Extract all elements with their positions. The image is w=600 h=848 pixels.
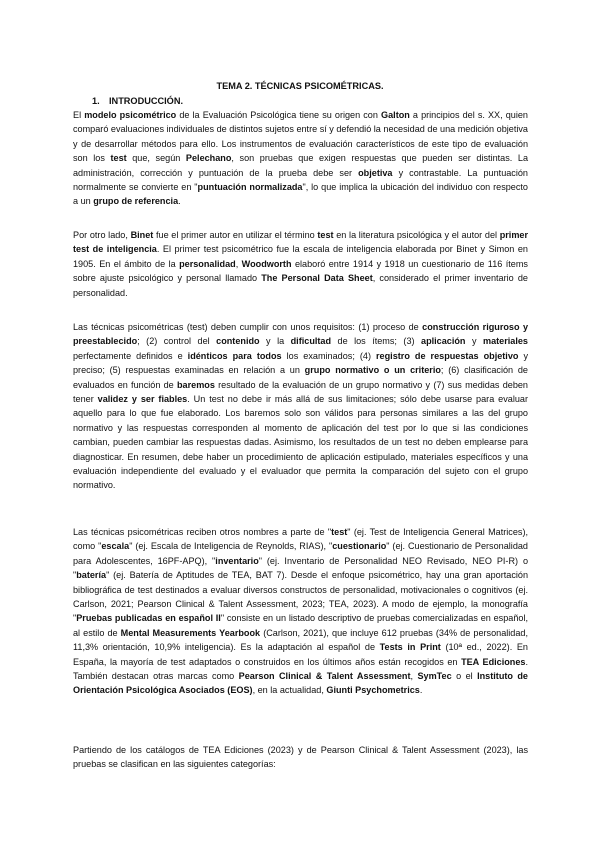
bold-term: Giunti Psychometrics (326, 685, 420, 696)
bold-term: materiales (482, 336, 528, 347)
bold-term: Pearson Clinical & Talent Assessment (238, 671, 411, 682)
bold-term: primer test de inteligencia (73, 230, 529, 255)
bold-term: validez y ser fiables (97, 394, 188, 405)
bold-term: dificultad (290, 336, 332, 347)
bold-term: registro de respuestas objetivo (376, 350, 519, 361)
paragraph-names: Las técnicas psicométricas reciben otros nombres a parte de "test" (ej. Test de Inteligencia General Matrices), como "escala" (ej. Escala de Inteligencia de Reynolds, RIAS), "cuestionario" (ej. Cuestionario de Personalidad para Adolescentes, 16PF-APQ), "inventario" (ej. Inventario de Personalidad NEO Revisado, NEO PI-R) o "batería" (ej. Batería de Aptitudes de TEA, BAT 7). Desde el enfoque psicométrico, hay una gran aportación bibliográfica de test destinados a evaluar diversos constructos de personalidad, motivacionales o cognitivos (ej. Carlson, 2021; Pearson Clinical & Talent Assessment, 2023; TEA, 2023). A modo de ejemplo, la monografía "Pruebas publicadas en español II" consiste en un listado descriptivo de pruebas comercializadas en español, al estilo de Mental Measurements Yearbook (Carlson, 2021), que incluye 612 pruebas (34% de personalidad, 11,3% orientación, 10,9% inteligencia). Es la adaptación al español de Tests in Print (10ª ed., 2022). En España, la mayoría de test adaptados o construidos en los últimos años están recogidos en TEA Ediciones. También destacan otras marcas como Pearson Clinical & Talent Assessment, SymTec o el Instituto de Orientación Psicológica Asociados (EOS), en la actualidad, Giunti Psychometrics. (73, 527, 529, 696)
paragraph-origin: El modelo psicométrico de la Evaluación Psicológica tiene su origen con Galton a principios del s. XX, quien comparó evaluaciones individuales de distintos sujetos entre sí y defendió la necesidad de una medición objetiva y de desarrollar métodos para ello. Los instrumentos de evaluación característicos de este tipo de evaluación son los test que, según Pelechano, son pruebas que exigen respuestas que pueden ser distintas. La administración, corrección y puntuación de la prueba debe ser objetiva y contrastable. La puntuación normalmente se convierte en "puntuación normalizada", lo que implica la ubicación del individuo con respecto a un grupo de referencia. (73, 110, 529, 207)
section-number: 1. (92, 96, 100, 106)
bold-term: Pruebas publicadas en español II (76, 613, 221, 624)
bold-term: Mental Measurements Yearbook (120, 627, 261, 638)
bold-term: The Personal Data Sheet (261, 273, 373, 284)
bold-term: SymTec (417, 671, 452, 682)
section-heading (92, 95, 183, 107)
bold-term: test (317, 230, 334, 240)
paragraph-binet: Por otro lado, Binet fue el primer autor en utilizar el término test en la literatura psicológica y el autor del primer test de inteligencia. El primer test psicométrico fue la escala de inteligencia elaborada por Binet y Simon en 1905. En el ámbito de la personalidad, Woodworth elaboró entre 1914 y 1918 un cuestionario de 116 ítems sobre ajuste psicológico y personal llamado The Personal Data Sheet, considerado el primer inventario de personalidad. (73, 230, 529, 298)
bold-term: cuestionario (332, 541, 387, 552)
bold-term: Tests in Print (379, 642, 441, 653)
bold-term: Instituto de Orientación Psicológica Asociados (EOS) (73, 671, 528, 696)
bold-term: modelo psicométrico (84, 110, 177, 120)
paragraph-requirements: Las técnicas psicométricas (test) deben cumplir con unos requisitos: (1) proceso de construcción riguroso y preestablecido; (2) control del contenido y la dificultad de los ítems; (3) aplicación y materiales perfectamente definidos e idénticos para todos los examinados; (4) registro de respuestas objetivo y preciso; (5) respuestas examinadas en relación a un grupo normativo o un criterio; (6) clasificación de evaluados en función de baremos resultado de la evaluación de un grupo normativo y (7) sus medidas deben tener validez y ser fiables. Un test no debe ir más allá de sus limitaciones; sólo debe usarse para evaluar aquello para lo que fue elaborado. Los baremos solo son válidos para personas similares a las del grupo normativo y las respuestas corresponden al momento de aplicación del test por lo que si las condiciones cambian, pueden cambiar las respuestas dadas. Asimismo, los resultados de un test no deben emplearse para diagnosticar. En resumen, debe haber un procedimiento de aplicación estipulado, materiales específicos y una evaluación independiente del evaluado y el evaluador que permita la comparación del sujeto con el grupo normativo. (73, 322, 529, 491)
bold-term: contenido (216, 336, 260, 347)
bold-term: test (110, 153, 127, 164)
bold-term: escala (101, 541, 130, 552)
bold-term: inventario (215, 555, 259, 566)
bold-term: Pelechano (185, 153, 232, 164)
bold-term: personalidad (179, 258, 236, 269)
bold-term: Binet (130, 230, 154, 240)
bold-term: grupo de referencia (93, 196, 179, 207)
bold-term: construcción riguroso y preestablecido (73, 322, 528, 347)
section-heading-text: INTRODUCCIÓN. (109, 96, 184, 106)
paragraph-catalogs: Partiendo de los catálogos de TEA Ediciones (2023) y de Pearson Clinical & Talent Assessment (2023), las pruebas se clasifican en las siguientes categorías: (73, 745, 528, 770)
bold-term: baremos (176, 379, 215, 390)
bold-term: Galton (381, 110, 410, 120)
bold-term: TEA Ediciones (461, 656, 526, 667)
bold-term: objetiva (358, 167, 393, 178)
bold-term: aplicación (421, 336, 466, 347)
bold-term: Woodworth (241, 258, 292, 269)
document-title: TEMA 2. TÉCNICAS PSICOMÉTRICAS. (216, 81, 384, 91)
bold-term: grupo normativo o un criterio (304, 365, 441, 376)
bold-term: idénticos para todos (187, 350, 282, 361)
bold-term: batería (76, 570, 107, 581)
bold-term: test (331, 527, 348, 537)
bold-term: puntuación normalizada (197, 182, 303, 193)
